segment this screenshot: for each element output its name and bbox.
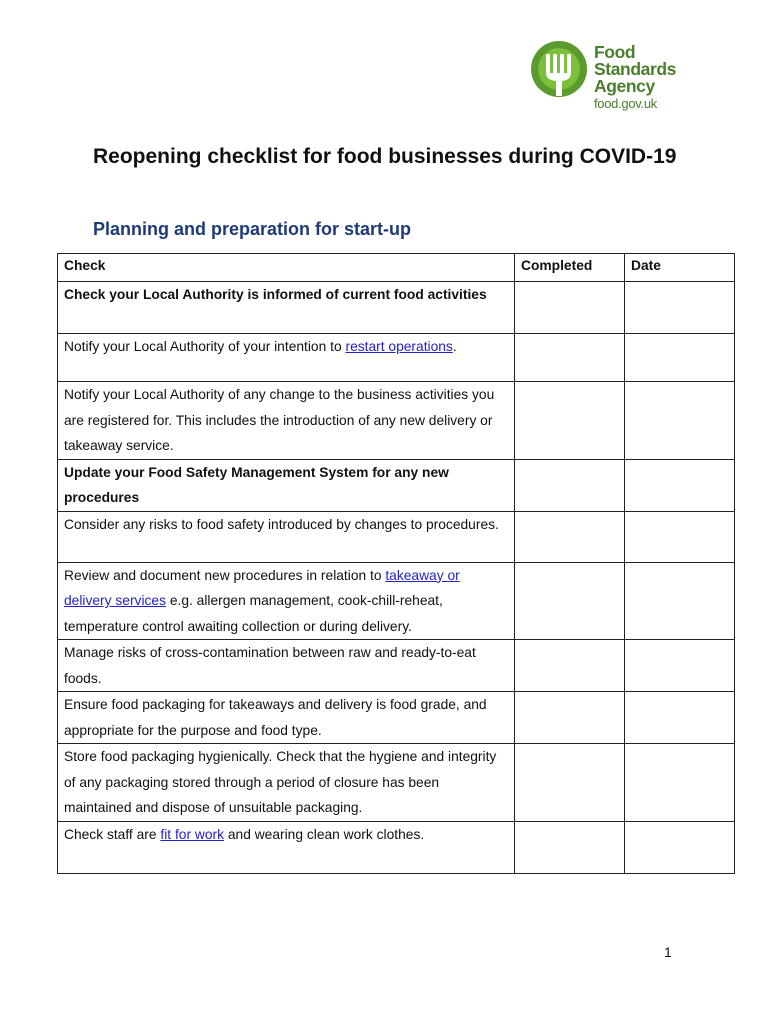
checklist-table [57,253,735,874]
row-text: e.g. allergen management, cook-chill-reheat, temperature control awaiting collection or during delivery. [64,593,443,634]
header-completed: Completed [515,254,625,282]
date-cell[interactable] [625,692,735,744]
check-cell: Store food packaging hygienically. Check that the hygiene and integrity of any packaging stored through a period of closure has been maintained and dispose of unsuitable packaging. [58,744,515,822]
logo-line-1: Food [594,42,636,62]
header-check: Check [58,254,515,282]
date-cell[interactable] [625,744,735,822]
completed-cell[interactable] [515,334,625,382]
check-cell: Update your Food Safety Management System for any new procedures [58,459,515,511]
completed-cell[interactable] [515,744,625,822]
food-standards-agency-logo [530,40,690,112]
table-row [58,562,735,640]
check-cell: Notify your Local Authority of any change to the business activities you are registered for. This includes the introduction of any new delivery or takeaway service. [58,382,515,460]
check-cell [58,334,515,382]
fit-for-work-link[interactable]: fit for work [160,826,225,842]
page-number: 1 [664,944,672,960]
check-cell [58,562,515,640]
logo-url: food.gov.uk [594,96,657,111]
fsa-fork-logo-icon [530,40,588,98]
date-cell[interactable] [625,282,735,334]
table-header-row [58,254,735,282]
table-row [58,821,735,873]
check-cell: Check your Local Authority is informed of current food activities [58,282,515,334]
table-row [58,692,735,744]
table-row [58,334,735,382]
logo-line-2: Standards [594,59,676,79]
restart-operations-link[interactable]: restart operations [345,339,453,354]
header-date: Date [625,254,735,282]
date-cell[interactable] [625,511,735,562]
logo-wordmark [594,44,676,95]
check-cell: Manage risks of cross-contamination between raw and ready-to-eat foods. [58,640,515,692]
completed-cell[interactable] [515,562,625,640]
date-cell[interactable] [625,459,735,511]
completed-cell[interactable] [515,640,625,692]
completed-cell[interactable] [515,382,625,460]
date-cell[interactable] [625,334,735,382]
row-text: and wearing clean work clothes. [224,826,425,842]
check-cell: Ensure food packaging for takeaways and delivery is food grade, and appropriate for the purpose and food type. [58,692,515,744]
completed-cell[interactable] [515,282,625,334]
completed-cell[interactable] [515,692,625,744]
completed-cell[interactable] [515,511,625,562]
table-row [58,640,735,692]
table-row-section [58,459,735,511]
row-text: . [452,339,457,354]
logo-line-3: Agency [594,76,655,96]
row-text: Check staff are [64,826,161,842]
table-row [58,744,735,822]
check-cell [58,821,515,873]
completed-cell[interactable] [515,459,625,511]
date-cell[interactable] [625,382,735,460]
table-row [58,511,735,562]
row-text: Notify your Local Authority of your intention to [64,339,346,354]
date-cell[interactable] [625,640,735,692]
takeaway-delivery-services-link[interactable]: takeaway or delivery services [64,567,460,608]
table-row-section [58,282,735,334]
completed-cell[interactable] [515,821,625,873]
date-cell[interactable] [625,821,735,873]
row-text: Review and document new procedures in relation to [64,567,386,583]
check-cell: Consider any risks to food safety introduced by changes to procedures. [58,511,515,562]
section-subtitle: Planning and preparation for start-up [93,219,412,239]
table-row [58,382,735,460]
date-cell[interactable] [625,562,735,640]
page-title: Reopening checklist for food businesses during COVID-19 [93,145,677,168]
